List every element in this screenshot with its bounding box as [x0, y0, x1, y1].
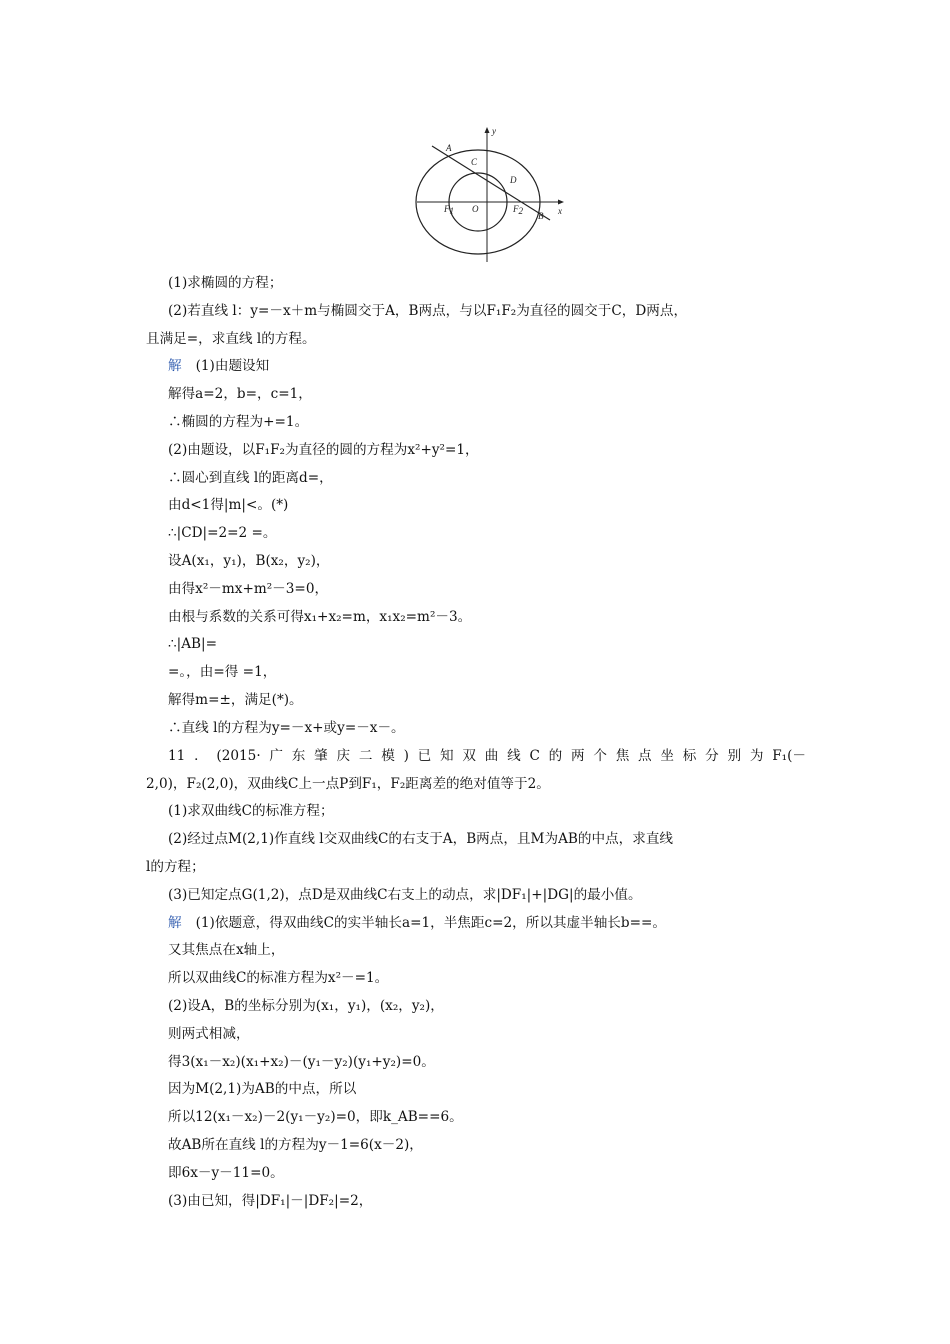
label-x: x [558, 206, 562, 216]
p11-solution-5: 则两式相减， [168, 1026, 250, 1042]
p10-solution-4: (2)由题设，以F₁F₂为直径的圆的方程为x²+y²=1， [168, 442, 479, 458]
y-axis-arrow [485, 127, 490, 133]
p11-solution-start [168, 913, 666, 933]
p11-solution-11: (3)由已知，得|DF₁|－|DF₂|=2， [168, 1193, 373, 1209]
p10-question-1: (1)求椭圆的方程； [168, 275, 283, 291]
p11-question-1: (1)求双曲线C的标准方程； [168, 803, 334, 819]
label-B: B [538, 211, 544, 221]
label-O: O [472, 204, 479, 214]
p11-solution-8: 所以12(x₁－x₂)－2(y₁－y₂)=0，即k_AB==6。 [168, 1109, 463, 1125]
p10-solution-8: 设A(x₁，y₁)，B(x₂，y₂)， [168, 553, 330, 569]
p11-solution-10: 即6x－y－11=0。 [168, 1165, 284, 1181]
p11-solution-3: 所以双曲线C的标准方程为x²－=1。 [168, 970, 389, 986]
p10-solution-5: ∴圆心到直线 l的距离d=， [168, 470, 333, 486]
label-D: D [510, 175, 517, 185]
solution-label: 解 [168, 915, 182, 931]
p11-question-2b: l的方程； [146, 859, 205, 875]
p11-question-3: (3)已知定点G(1,2)，点D是双曲线C右支上的动点，求|DF₁|+|DG|的最小值。 [168, 887, 642, 903]
p10-solution-7: ∴|CD|=2=2 =。 [168, 525, 277, 541]
p10-solution-6: 由d<1得|m|<。(*) [168, 497, 289, 513]
p11-question-2a: (2)经过点M(2,1)作直线 l交双曲线C的右支于A，B两点，且M为AB的中点，求直线 [168, 831, 674, 847]
p11-solution-6: 得3(x₁－x₂)(x₁+x₂)－(y₁－y₂)(y₁+y₂)=0。 [168, 1054, 435, 1070]
p10-solution-14: ∴直线 l的方程为y=－x+或y=－x－。 [168, 720, 405, 736]
p11-title-a: 11．(2015·广东肇庆二模)已知双曲线C的两个焦点坐标分别为F₁(－ [168, 748, 806, 764]
p10-solution-9: 由得x²－mx+m²－3=0， [168, 581, 329, 597]
x-axis-arrow [558, 200, 564, 205]
p10-solution-10: 由根与系数的关系可得x₁+x₂=m，x₁x₂=m²－3。 [168, 609, 472, 625]
solution-label: 解 [168, 358, 182, 374]
p11-solution-2: 又其焦点在x轴上， [168, 942, 285, 958]
p10-solution-1: (1)由题设知 [195, 358, 270, 374]
p11-solution-4: (2)设A，B的坐标分别为(x₁，y₁)，(x₂，y₂)， [168, 998, 444, 1014]
p10-solution-2: 解得a=2，b=，c=1， [168, 386, 312, 402]
label-F1: F1 [444, 204, 454, 216]
p10-question-2a: (2)若直线 l：y=－x＋m与椭圆交于A，B两点，与以F₁F₂为直径的圆交于C，D两点， [168, 303, 688, 319]
label-y: y [492, 126, 496, 136]
p10-question-2b: 且满足=，求直线 l的方程。 [146, 331, 316, 347]
p11-title-b: 2,0)，F₂(2,0)，双曲线C上一点P到F₁，F₂距离差的绝对值等于2。 [146, 776, 550, 792]
p10-solution-start [168, 356, 269, 376]
ellipse-circle-diagram [412, 122, 572, 264]
label-C: C [471, 157, 478, 167]
p11-solution-1: (1)依题意，得双曲线C的实半轴长a=1，半焦距c=2，所以其虚半轴长b==。 [195, 915, 666, 931]
p10-solution-11: ∴|AB|= [168, 636, 218, 652]
label-A: A [446, 143, 452, 153]
p11-solution-9: 故AB所在直线 l的方程为y－1=6(x－2)， [168, 1137, 423, 1153]
p10-solution-3: ∴椭圆的方程为+=1。 [168, 414, 309, 430]
p10-solution-12: =。，由=得 =1， [168, 664, 277, 680]
p11-solution-7: 因为M(2,1)为AB的中点，所以 [168, 1081, 357, 1097]
p10-solution-13: 解得m=±，满足(*)。 [168, 692, 303, 708]
label-F2: F2 [513, 204, 523, 216]
